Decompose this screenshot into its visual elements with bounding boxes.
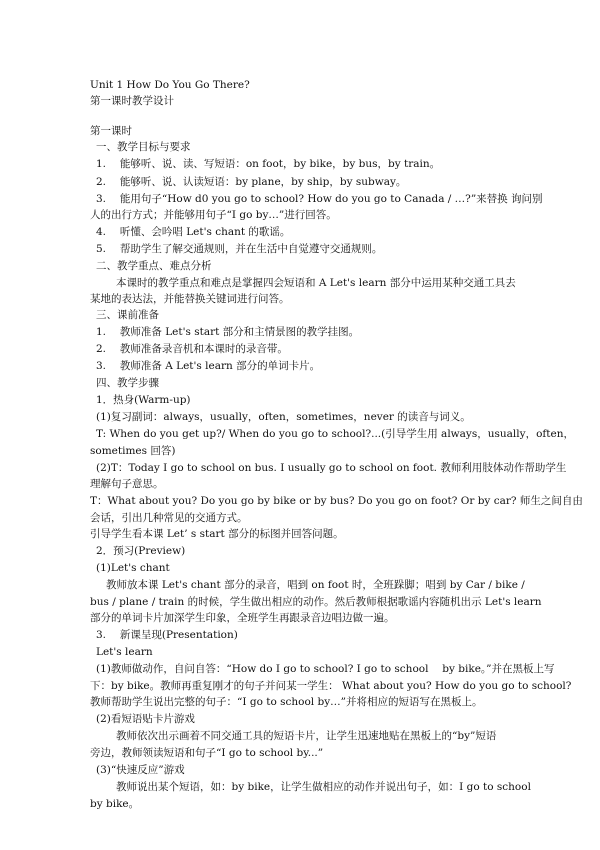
objective-item: 3. 能用句子“How d0 you go to school? How do you go to Canada / …?”来替换 询问别 <box>96 193 543 205</box>
presentation-item: (3)“快速反应”游戏 <box>96 764 185 776</box>
warmup-dialogue: T: When do you get up?/ When do you go to school?...(引导学生用 always，usually，often， <box>96 428 574 440</box>
presentation-item-continued: 下：by bike。教师再重复刚才的句子并问某一学生： What about you? How do you go to school? <box>90 680 572 692</box>
objective-item: 2. 能够听、说、认读短语：by plane，by ship，by subway。 <box>96 176 407 188</box>
game-paragraph: 教师依次出示画着不同交通工具的短语卡片，让学生迅速地贴在黑板上的“by”短语 <box>116 730 497 742</box>
preparation-item: 1. 教师准备 Let's start 部分和主情景图的教学挂图。 <box>96 326 360 338</box>
warmup-instruction: 引导学生看本课 Let’ s start 部分的标图并回答问题。 <box>90 528 344 540</box>
lesson-heading: 第一课时 <box>90 125 132 137</box>
objective-item: 4. 听懂、会吟唱 Let's chant 的歌谣。 <box>96 226 291 238</box>
preview-paragraph-continued: 部分的单词卡片加深学生印象，全班学生再跟录音边唱边做一遍。 <box>90 612 395 624</box>
preview-subheading: (1)Let's chant <box>96 562 170 574</box>
preview-paragraph: 教师放本课 Let's chant 部分的录音，唱到 on foot 时，全班跺脚；唱到 by Car / bike / <box>106 579 525 591</box>
warmup-item: (2)T：Today I go to school on bus. I usually go to school on foot. 教师利用肢体动作帮助学生 <box>96 462 567 474</box>
warmup-item: (1)复习副词：always，usually，often，sometimes，never 的读音与词义。 <box>96 411 471 423</box>
warmup-dialogue-continued: 会话，引出几种常见的交通方式。 <box>90 512 248 524</box>
presentation-subheading: Let's learn <box>96 646 153 658</box>
step-heading-preview: 2．预习(Preview) <box>96 545 186 557</box>
preview-paragraph-continued: bus / plane / train 的时候，学生做出相应的动作。然后教师根据歌谣内容随机出示 Let's learn <box>90 596 542 608</box>
presentation-item-continued: 教师帮助学生说出完整的句子：“I go to school by…”并将相应的短语写在黑板上。 <box>90 696 483 708</box>
section-heading-objectives: 一、教学目标与要求 <box>96 141 191 153</box>
quick-reaction-paragraph: 教师说出某个短语，如：by bike，让学生做相应的动作并说出句子，如：I go to school <box>116 781 531 793</box>
presentation-item: (1)教师做动作，自问自答：“How do I go to school? I go to school by bike。”并在黑板上写 <box>96 663 555 675</box>
game-paragraph-continued: 旁边，教师领读短语和句子“I go to school by...” <box>90 747 324 759</box>
section-heading-steps: 四、教学步骤 <box>96 377 159 389</box>
section-heading-preparation: 三、课前准备 <box>96 309 159 321</box>
objective-item-continued: 人的出行方式；并能够用句子“I go by…”进行回答。 <box>90 209 337 221</box>
warmup-dialogue-continued: sometimes 回答) <box>90 445 176 457</box>
doc-subtitle: 第一课时教学设计 <box>90 95 174 107</box>
quick-reaction-paragraph-continued: by bike。 <box>90 798 140 810</box>
section-heading-keypoints: 二、教学重点、难点分析 <box>96 260 212 272</box>
warmup-dialogue: T：What about you? Do you go by bike or by bus? Do you go on foot? Or by car? 师生之间自由 <box>90 495 583 507</box>
keypoints-paragraph-continued: 某地的表达法，并能替换关键词进行问答。 <box>90 293 290 305</box>
objective-item: 1. 能够听、说、读、写短语：on foot，by bike，by bus，by train。 <box>96 158 441 170</box>
preparation-item: 2. 教师准备录音机和本课时的录音带。 <box>96 343 288 355</box>
objective-item: 5. 帮助学生了解交通规则，并在生活中自觉遵守交通规则。 <box>96 243 383 255</box>
step-heading-warmup: 1．热身(Warm-up) <box>96 394 191 406</box>
warmup-item-continued: 理解句子意思。 <box>90 478 164 490</box>
presentation-item: (2)看短语贴卡片游戏 <box>96 713 195 725</box>
preparation-item: 3. 教师准备 A Let's learn 部分的单词卡片。 <box>96 360 321 372</box>
step-heading-presentation: 3. 新课呈现(Presentation) <box>96 629 238 641</box>
doc-title: Unit 1 How Do You Go There? <box>90 79 250 91</box>
keypoints-paragraph: 本课时的教学重点和难点是掌握四会短语和 A Let's learn 部分中运用某种交通工具去 <box>116 277 516 289</box>
